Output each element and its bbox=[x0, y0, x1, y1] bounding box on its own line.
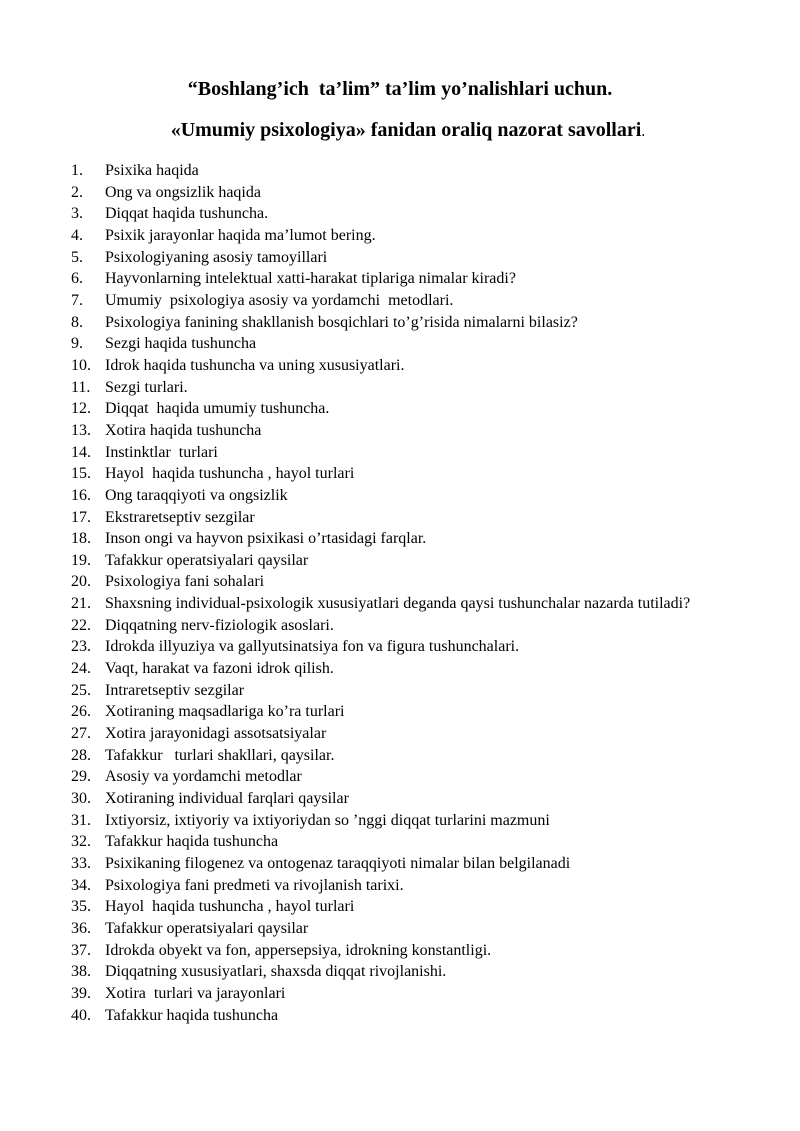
question-number: 19. bbox=[71, 551, 91, 569]
question-item bbox=[71, 940, 731, 962]
question-item bbox=[71, 615, 731, 637]
question-number: 27. bbox=[71, 725, 91, 743]
question-text: Hayol haqida tushuncha , hayol turlari bbox=[105, 898, 355, 916]
question-text: Psixika haqida bbox=[105, 162, 199, 179]
question-text: Tafakkur haqida tushuncha bbox=[105, 1006, 279, 1024]
question-text: Ong va ongsizlik haqida bbox=[105, 183, 261, 201]
question-item bbox=[71, 333, 731, 355]
question-text: Ixtiyorsiz, ixtiyoriy va ixtiyoriydan so ’nggi diqqat turlarini mazmuni bbox=[105, 811, 550, 829]
questions-list bbox=[71, 160, 731, 1026]
question-text: Umumiy psixologiya asosiy va yordamchi metodlari. bbox=[105, 291, 454, 309]
question-text: Diqqatning xususiyatlari, shaxsda diqqat rivojlanishi. bbox=[105, 963, 447, 981]
question-text: Instinktlar turlari bbox=[105, 443, 218, 461]
question-item bbox=[71, 203, 731, 225]
question-text: Hayol haqida tushuncha , hayol turlari bbox=[105, 465, 355, 483]
question-item bbox=[71, 723, 731, 745]
question-item bbox=[71, 247, 731, 269]
question-item bbox=[71, 507, 731, 529]
question-item bbox=[71, 961, 731, 983]
question-text: Vaqt, harakat va fazoni idrok qilish. bbox=[105, 660, 334, 678]
question-number: 30. bbox=[71, 790, 91, 808]
question-text: Psixologiyaning asosiy tamoyillari bbox=[105, 248, 328, 266]
question-item bbox=[71, 442, 731, 464]
question-number: 18. bbox=[71, 530, 91, 548]
question-number: 13. bbox=[71, 421, 91, 439]
question-number: 26. bbox=[71, 703, 91, 721]
question-text: Xotiraning individual farqlari qaysilar bbox=[105, 790, 349, 808]
question-number: 17. bbox=[71, 508, 91, 526]
question-text: Idrok haqida tushuncha va uning xususiyatlari. bbox=[105, 356, 405, 374]
question-text: Shaxsning individual-psixologik xususiyatlari deganda qaysi tushunchalar nazarda tutiladi? bbox=[105, 595, 691, 613]
document-title: “Boshlang’ich ta’lim” ta’lim yo’nalishlari uchun. bbox=[187, 78, 613, 100]
question-text: Xotira haqida tushuncha bbox=[105, 421, 262, 439]
question-text: Psixologiya fani sohalari bbox=[105, 573, 265, 591]
question-number: 25. bbox=[71, 681, 91, 699]
question-item bbox=[71, 182, 731, 204]
question-number: 4. bbox=[71, 226, 83, 244]
question-item bbox=[71, 463, 731, 485]
question-text: Ekstraretseptiv sezgilar bbox=[105, 508, 255, 526]
question-item bbox=[71, 550, 731, 572]
question-number: 10. bbox=[71, 356, 91, 374]
question-number: 12. bbox=[71, 400, 91, 418]
question-text: Diqqat haqida umumiy tushuncha. bbox=[105, 400, 330, 418]
question-item bbox=[71, 225, 731, 247]
question-text: Psixologiya fani predmeti va rivojlanish tarixi. bbox=[105, 876, 404, 894]
question-number: 39. bbox=[71, 984, 91, 1002]
question-item bbox=[71, 636, 731, 658]
question-text: Intraretseptiv sezgilar bbox=[105, 681, 245, 699]
question-number: 34. bbox=[71, 876, 91, 894]
question-number: 8. bbox=[71, 313, 83, 331]
question-number: 31. bbox=[71, 811, 91, 829]
question-item bbox=[71, 766, 731, 788]
question-text: Tafakkur operatsiyalari qaysilar bbox=[105, 551, 309, 569]
question-item bbox=[71, 528, 731, 550]
question-item bbox=[71, 571, 731, 593]
question-number: 11. bbox=[71, 378, 91, 396]
question-number: 22. bbox=[71, 616, 91, 634]
question-item bbox=[71, 875, 731, 897]
question-number: 37. bbox=[71, 941, 91, 959]
question-number: 9. bbox=[71, 335, 83, 353]
question-item bbox=[71, 593, 731, 615]
question-item bbox=[71, 788, 731, 810]
question-text: Psixik jarayonlar haqida ma’lumot bering. bbox=[105, 226, 376, 244]
question-text: Psixologiya fanining shakllanish bosqichlari to’g’risida nimalarni bilasiz? bbox=[105, 313, 578, 331]
question-text: Tafakkur operatsiyalari qaysilar bbox=[105, 919, 309, 937]
question-text: Ong taraqqiyoti va ongsizlik bbox=[105, 486, 288, 504]
question-item bbox=[71, 290, 731, 312]
question-number: 5. bbox=[71, 248, 83, 266]
question-number: 28. bbox=[71, 746, 91, 764]
question-item bbox=[71, 1005, 731, 1027]
subtitle-text: «Umumiy psixologiya» fanidan oraliq nazorat savollari bbox=[170, 119, 642, 141]
question-item bbox=[71, 680, 731, 702]
question-number: 33. bbox=[71, 855, 91, 872]
question-number: 15. bbox=[71, 465, 91, 483]
question-text: Psixikaning filogenez va ontogenaz taraqqiyoti nimalar bilan belgilanadi bbox=[105, 855, 571, 872]
question-item bbox=[71, 420, 731, 442]
question-number: 38. bbox=[71, 963, 91, 981]
question-text: Idrokda illyuziya va gallyutsinatsiya fon va figura tushunchalari. bbox=[105, 638, 520, 656]
question-text: Xotira turlari va jarayonlari bbox=[105, 984, 286, 1002]
question-number: 3. bbox=[71, 205, 83, 223]
question-item bbox=[71, 355, 731, 377]
question-text: Asosiy va yordamchi metodlar bbox=[105, 768, 302, 786]
question-item bbox=[71, 398, 731, 420]
question-number: 1. bbox=[71, 162, 83, 179]
question-item bbox=[71, 810, 731, 832]
question-number: 21. bbox=[71, 595, 91, 613]
question-text: Xotira jarayonidagi assotsatsiyalar bbox=[105, 725, 327, 743]
question-item bbox=[71, 377, 731, 399]
question-item bbox=[71, 268, 731, 290]
question-item bbox=[71, 853, 731, 875]
question-item bbox=[71, 160, 731, 182]
question-number: 2. bbox=[71, 183, 83, 201]
question-text: Tafakkur haqida tushuncha bbox=[105, 833, 279, 851]
question-number: 24. bbox=[71, 660, 91, 678]
question-number: 7. bbox=[71, 291, 83, 309]
question-text: Idrokda obyekt va fon, appersepsiya, idrokning konstantligi. bbox=[105, 941, 492, 959]
question-item bbox=[71, 485, 731, 507]
question-text: Sezgi haqida tushuncha bbox=[105, 335, 257, 353]
question-number: 29. bbox=[71, 768, 91, 786]
question-number: 23. bbox=[71, 638, 91, 656]
question-number: 16. bbox=[71, 486, 91, 504]
question-number: 36. bbox=[71, 919, 91, 937]
question-text: Xotiraning maqsadlariga ko’ra turlari bbox=[105, 703, 345, 721]
question-number: 20. bbox=[71, 573, 91, 591]
question-item bbox=[71, 312, 731, 334]
question-number: 6. bbox=[71, 270, 83, 288]
question-number: 40. bbox=[71, 1006, 91, 1024]
question-item bbox=[71, 658, 731, 680]
question-item bbox=[71, 831, 731, 853]
question-text: Hayvonlarning intelektual xatti-harakat tiplariga nimalar kiradi? bbox=[105, 270, 516, 288]
question-item bbox=[71, 983, 731, 1005]
question-text: Diqqatning nerv-fiziologik asoslari. bbox=[105, 616, 334, 634]
question-number: 32. bbox=[71, 833, 91, 851]
subtitle-period: . bbox=[641, 123, 646, 140]
question-text: Diqqat haqida tushuncha. bbox=[105, 205, 269, 223]
question-item bbox=[71, 896, 731, 918]
question-text: Sezgi turlari. bbox=[105, 378, 188, 396]
question-text: Inson ongi va hayvon psixikasi o’rtasidagi farqlar. bbox=[105, 530, 427, 548]
question-item bbox=[71, 701, 731, 723]
question-text: Tafakkur turlari shakllari, qaysilar. bbox=[105, 746, 335, 764]
document-subtitle bbox=[0, 116, 800, 146]
question-number: 35. bbox=[71, 898, 91, 916]
question-item bbox=[71, 745, 731, 767]
question-item bbox=[71, 918, 731, 940]
question-number: 14. bbox=[71, 443, 91, 461]
